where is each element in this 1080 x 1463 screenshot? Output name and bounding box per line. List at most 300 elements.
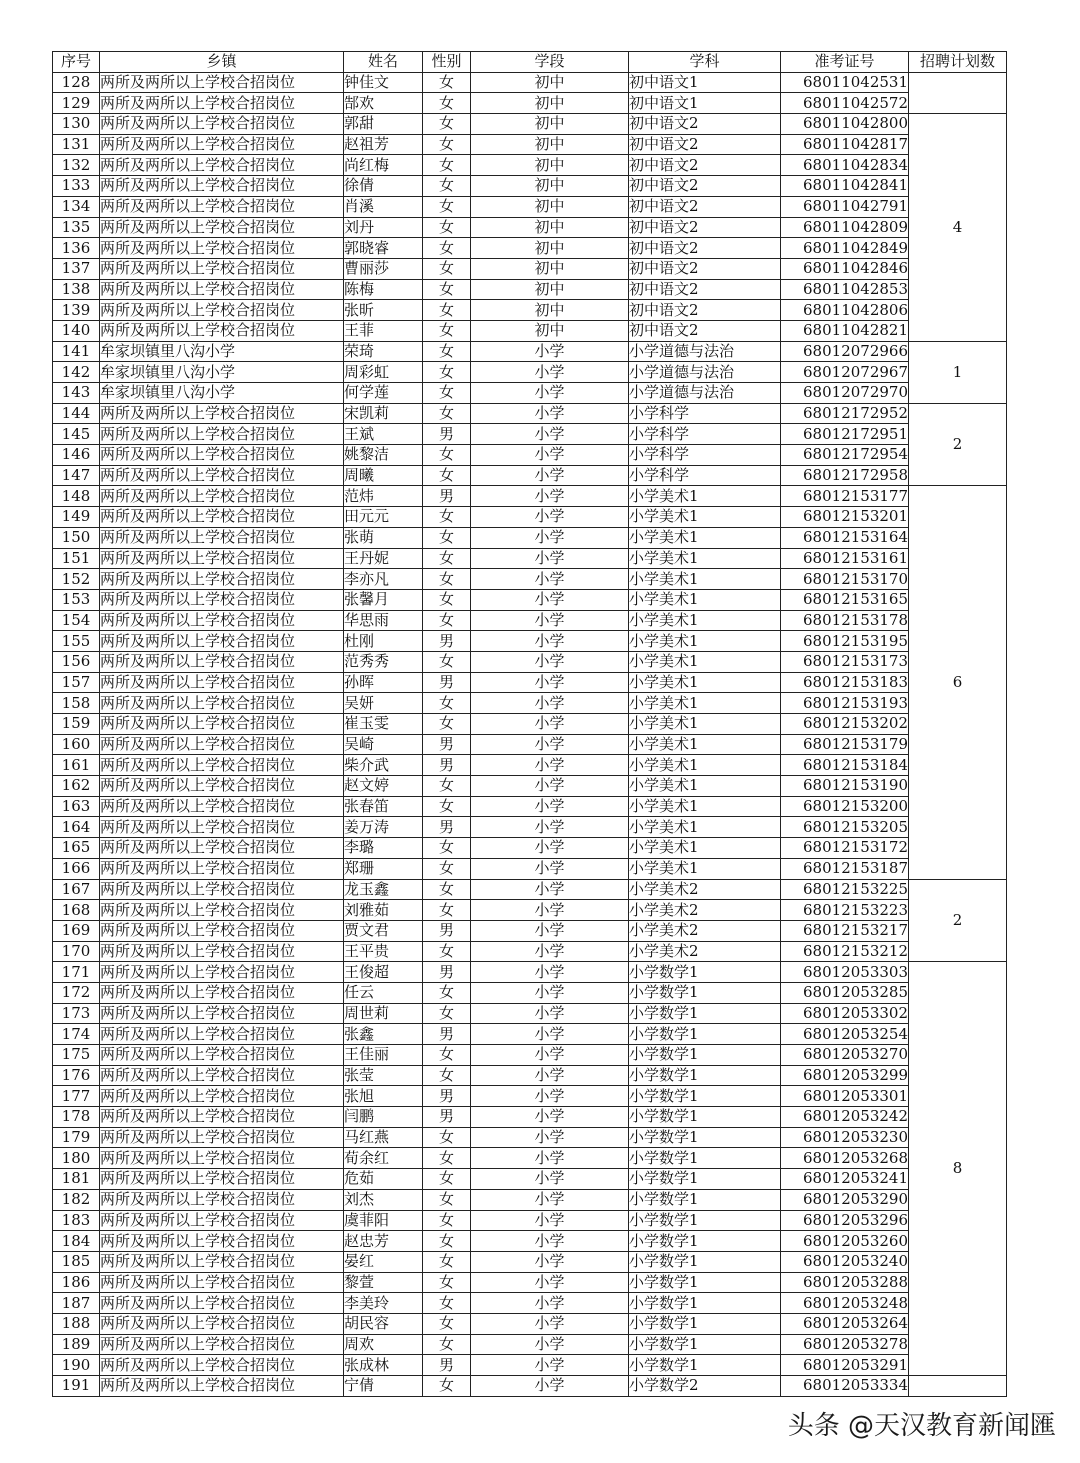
cell-exam-id: 68012153165 [781, 589, 909, 610]
cell-stage: 小学 [471, 755, 629, 776]
cell-exam-id: 68012153205 [781, 817, 909, 838]
cell-stage: 小学 [471, 589, 629, 610]
table-row [53, 1293, 1007, 1314]
cell-stage: 小学 [471, 1334, 629, 1355]
cell-sex: 女 [423, 1272, 471, 1293]
cell-exam-id: 68012053240 [781, 1251, 909, 1272]
cell-town: 两所及两所以上学校合招岗位 [100, 920, 344, 941]
cell-town: 两所及两所以上学校合招岗位 [100, 424, 344, 445]
cell-sex: 女 [423, 1169, 471, 1190]
cell-subject: 小学科学 [629, 465, 781, 486]
table-row [53, 1251, 1007, 1272]
cell-sex: 女 [423, 1127, 471, 1148]
table-row [53, 134, 1007, 155]
cell-name: 张莹 [344, 1065, 423, 1086]
cell-exam-id: 68012153212 [781, 941, 909, 962]
cell-town: 两所及两所以上学校合招岗位 [100, 320, 344, 341]
cell-no: 188 [53, 1313, 100, 1334]
table-row [53, 858, 1007, 879]
cell-no: 141 [53, 341, 100, 362]
cell-sex: 女 [423, 155, 471, 176]
cell-name: 李美玲 [344, 1293, 423, 1314]
cell-no: 140 [53, 320, 100, 341]
cell-stage: 小学 [471, 776, 629, 797]
cell-plan: 2 [909, 403, 1007, 486]
cell-no: 181 [53, 1169, 100, 1190]
table-row [53, 1127, 1007, 1148]
cell-exam-id: 68012153201 [781, 507, 909, 528]
cell-town: 两所及两所以上学校合招岗位 [100, 238, 344, 259]
cell-stage: 小学 [471, 527, 629, 548]
cell-stage: 小学 [471, 920, 629, 941]
cell-sex: 女 [423, 362, 471, 383]
table-row [53, 651, 1007, 672]
cell-name: 孙晖 [344, 672, 423, 693]
cell-subject: 初中语文2 [629, 176, 781, 197]
cell-no: 186 [53, 1272, 100, 1293]
cell-no: 178 [53, 1107, 100, 1128]
cell-subject: 小学科学 [629, 424, 781, 445]
table-row [53, 72, 1007, 93]
table-row [53, 1272, 1007, 1293]
cell-stage: 初中 [471, 300, 629, 321]
header-subject: 学科 [629, 52, 781, 73]
cell-subject: 小学数学1 [629, 962, 781, 983]
cell-sex: 男 [423, 1355, 471, 1376]
candidate-table [52, 51, 1007, 1397]
cell-town: 两所及两所以上学校合招岗位 [100, 258, 344, 279]
cell-exam-id: 68012053301 [781, 1086, 909, 1107]
table-row [53, 1334, 1007, 1355]
cell-no: 168 [53, 900, 100, 921]
cell-sex: 女 [423, 341, 471, 362]
cell-exam-id: 68012153170 [781, 569, 909, 590]
table-row [53, 569, 1007, 590]
cell-subject: 小学美术1 [629, 610, 781, 631]
cell-sex: 女 [423, 279, 471, 300]
cell-name: 张萌 [344, 527, 423, 548]
cell-town: 两所及两所以上学校合招岗位 [100, 962, 344, 983]
cell-subject: 小学美术1 [629, 589, 781, 610]
cell-town: 两所及两所以上学校合招岗位 [100, 879, 344, 900]
cell-subject: 小学数学1 [629, 1024, 781, 1045]
cell-name: 张鑫 [344, 1024, 423, 1045]
cell-stage: 初中 [471, 114, 629, 135]
cell-name: 姚黎洁 [344, 445, 423, 466]
cell-exam-id: 68012053299 [781, 1065, 909, 1086]
table-row [53, 610, 1007, 631]
cell-sex: 女 [423, 1231, 471, 1252]
cell-stage: 小学 [471, 1313, 629, 1334]
cell-town: 两所及两所以上学校合招岗位 [100, 569, 344, 590]
cell-stage: 初中 [471, 176, 629, 197]
table-row [53, 900, 1007, 921]
cell-name: 赵忠芳 [344, 1231, 423, 1252]
cell-no: 180 [53, 1148, 100, 1169]
cell-exam-id: 68012153178 [781, 610, 909, 631]
cell-sex: 男 [423, 962, 471, 983]
cell-exam-id: 68012172954 [781, 445, 909, 466]
cell-exam-id: 68011042817 [781, 134, 909, 155]
cell-name: 王丹妮 [344, 548, 423, 569]
cell-no: 176 [53, 1065, 100, 1086]
table-row [53, 1107, 1007, 1128]
cell-no: 162 [53, 776, 100, 797]
cell-subject: 初中语文2 [629, 134, 781, 155]
cell-stage: 小学 [471, 486, 629, 507]
cell-sex: 女 [423, 72, 471, 93]
cell-town: 两所及两所以上学校合招岗位 [100, 1024, 344, 1045]
cell-town: 两所及两所以上学校合招岗位 [100, 1169, 344, 1190]
cell-subject: 小学道德与法治 [629, 362, 781, 383]
cell-subject: 小学数学1 [629, 1127, 781, 1148]
cell-name: 曹丽莎 [344, 258, 423, 279]
table-row [53, 486, 1007, 507]
cell-subject: 初中语文2 [629, 114, 781, 135]
cell-sex: 女 [423, 445, 471, 466]
cell-sex: 女 [423, 1293, 471, 1314]
table-row [53, 1045, 1007, 1066]
header-exam-id: 准考证号 [781, 52, 909, 73]
cell-no: 179 [53, 1127, 100, 1148]
cell-plan: 2 [909, 879, 1007, 962]
cell-town: 两所及两所以上学校合招岗位 [100, 217, 344, 238]
cell-name: 刘丹 [344, 217, 423, 238]
table-row [53, 817, 1007, 838]
cell-exam-id: 68012153183 [781, 672, 909, 693]
cell-stage: 小学 [471, 941, 629, 962]
cell-no: 159 [53, 714, 100, 735]
cell-no: 139 [53, 300, 100, 321]
cell-no: 166 [53, 858, 100, 879]
cell-stage: 小学 [471, 651, 629, 672]
cell-town: 两所及两所以上学校合招岗位 [100, 941, 344, 962]
cell-exam-id: 68012153217 [781, 920, 909, 941]
cell-exam-id: 68011042809 [781, 217, 909, 238]
cell-exam-id: 68012053302 [781, 1003, 909, 1024]
cell-no: 132 [53, 155, 100, 176]
cell-stage: 小学 [471, 465, 629, 486]
table-row [53, 176, 1007, 197]
header-sex: 性别 [423, 52, 471, 73]
cell-no: 129 [53, 93, 100, 114]
cell-no: 172 [53, 982, 100, 1003]
cell-name: 李亦凡 [344, 569, 423, 590]
cell-subject: 小学美术1 [629, 527, 781, 548]
cell-town: 两所及两所以上学校合招岗位 [100, 1045, 344, 1066]
cell-sex: 女 [423, 1334, 471, 1355]
cell-exam-id: 68011042806 [781, 300, 909, 321]
cell-exam-id: 68012153193 [781, 693, 909, 714]
cell-exam-id: 68012072966 [781, 341, 909, 362]
cell-sex: 女 [423, 1376, 471, 1397]
cell-town: 两所及两所以上学校合招岗位 [100, 507, 344, 528]
table-row [53, 1148, 1007, 1169]
cell-stage: 小学 [471, 1355, 629, 1376]
cell-stage: 小学 [471, 1045, 629, 1066]
cell-name: 黎萱 [344, 1272, 423, 1293]
cell-town: 两所及两所以上学校合招岗位 [100, 279, 344, 300]
cell-stage: 初中 [471, 93, 629, 114]
cell-name: 杜刚 [344, 631, 423, 652]
cell-sex: 女 [423, 1210, 471, 1231]
cell-subject: 初中语文2 [629, 196, 781, 217]
cell-town: 两所及两所以上学校合招岗位 [100, 527, 344, 548]
cell-exam-id: 68012153200 [781, 796, 909, 817]
cell-stage: 小学 [471, 1376, 629, 1397]
cell-exam-id: 68012053248 [781, 1293, 909, 1314]
cell-exam-id: 68012172951 [781, 424, 909, 445]
cell-exam-id: 68012053230 [781, 1127, 909, 1148]
cell-stage: 小学 [471, 1107, 629, 1128]
cell-stage: 小学 [471, 1127, 629, 1148]
cell-stage: 小学 [471, 1189, 629, 1210]
table-row [53, 155, 1007, 176]
cell-no: 131 [53, 134, 100, 155]
cell-stage: 小学 [471, 1003, 629, 1024]
table-row [53, 796, 1007, 817]
cell-name: 徐倩 [344, 176, 423, 197]
cell-stage: 小学 [471, 383, 629, 404]
table-row [53, 1065, 1007, 1086]
cell-exam-id: 68012153177 [781, 486, 909, 507]
cell-sex: 女 [423, 1003, 471, 1024]
table-row [53, 1189, 1007, 1210]
cell-name: 张馨月 [344, 589, 423, 610]
cell-stage: 小学 [471, 424, 629, 445]
cell-exam-id: 68012053270 [781, 1045, 909, 1066]
table-row [53, 879, 1007, 900]
cell-town: 两所及两所以上学校合招岗位 [100, 672, 344, 693]
cell-town: 两所及两所以上学校合招岗位 [100, 1355, 344, 1376]
header-stage: 学段 [471, 52, 629, 73]
cell-name: 范秀秀 [344, 651, 423, 672]
cell-town: 两所及两所以上学校合招岗位 [100, 982, 344, 1003]
cell-name: 李璐 [344, 838, 423, 859]
cell-town: 两所及两所以上学校合招岗位 [100, 651, 344, 672]
cell-exam-id: 68011042572 [781, 93, 909, 114]
cell-stage: 小学 [471, 403, 629, 424]
cell-name: 闫鹏 [344, 1107, 423, 1128]
cell-subject: 小学美术1 [629, 672, 781, 693]
table-row [53, 114, 1007, 135]
cell-plan: 1 [909, 341, 1007, 403]
cell-exam-id: 68011042791 [781, 196, 909, 217]
cell-town: 两所及两所以上学校合招岗位 [100, 134, 344, 155]
cell-name: 吴崎 [344, 734, 423, 755]
cell-sex: 女 [423, 858, 471, 879]
cell-town: 两所及两所以上学校合招岗位 [100, 900, 344, 921]
cell-no: 161 [53, 755, 100, 776]
cell-stage: 小学 [471, 1231, 629, 1252]
cell-exam-id: 68012153161 [781, 548, 909, 569]
cell-subject: 小学数学1 [629, 1355, 781, 1376]
cell-stage: 小学 [471, 445, 629, 466]
cell-stage: 小学 [471, 734, 629, 755]
table-row [53, 196, 1007, 217]
cell-exam-id: 68012153223 [781, 900, 909, 921]
cell-subject: 小学科学 [629, 403, 781, 424]
cell-exam-id: 68011042849 [781, 238, 909, 259]
cell-town: 两所及两所以上学校合招岗位 [100, 155, 344, 176]
table-row [53, 424, 1007, 445]
cell-town: 两所及两所以上学校合招岗位 [100, 93, 344, 114]
cell-no: 185 [53, 1251, 100, 1272]
cell-name: 陈梅 [344, 279, 423, 300]
cell-subject: 小学美术1 [629, 755, 781, 776]
cell-no: 152 [53, 569, 100, 590]
table-row [53, 1086, 1007, 1107]
cell-sex: 女 [423, 258, 471, 279]
cell-exam-id: 68012053278 [781, 1334, 909, 1355]
cell-name: 虞菲阳 [344, 1210, 423, 1231]
cell-sex: 女 [423, 1313, 471, 1334]
table-row [53, 941, 1007, 962]
cell-town: 两所及两所以上学校合招岗位 [100, 589, 344, 610]
cell-stage: 小学 [471, 858, 629, 879]
cell-stage: 小学 [471, 1169, 629, 1190]
cell-subject: 初中语文2 [629, 238, 781, 259]
cell-name: 郭甜 [344, 114, 423, 135]
table-row [53, 734, 1007, 755]
table-row [53, 507, 1007, 528]
cell-town: 两所及两所以上学校合招岗位 [100, 176, 344, 197]
cell-exam-id: 68012153179 [781, 734, 909, 755]
cell-town: 两所及两所以上学校合招岗位 [100, 1293, 344, 1314]
cell-subject: 小学数学1 [629, 1003, 781, 1024]
cell-subject: 小学科学 [629, 445, 781, 466]
cell-name: 周曦 [344, 465, 423, 486]
table-row [53, 238, 1007, 259]
cell-name: 王菲 [344, 320, 423, 341]
cell-name: 王俊超 [344, 962, 423, 983]
cell-exam-id: 68012153202 [781, 714, 909, 735]
cell-name: 华思雨 [344, 610, 423, 631]
cell-town: 两所及两所以上学校合招岗位 [100, 817, 344, 838]
cell-stage: 小学 [471, 610, 629, 631]
cell-sex: 女 [423, 507, 471, 528]
cell-no: 163 [53, 796, 100, 817]
cell-sex: 女 [423, 982, 471, 1003]
cell-sex: 女 [423, 569, 471, 590]
cell-no: 136 [53, 238, 100, 259]
cell-name: 宁倩 [344, 1376, 423, 1397]
cell-name: 晏红 [344, 1251, 423, 1272]
cell-stage: 初中 [471, 196, 629, 217]
cell-town: 两所及两所以上学校合招岗位 [100, 1148, 344, 1169]
cell-sex: 女 [423, 1045, 471, 1066]
cell-exam-id: 68012053285 [781, 982, 909, 1003]
cell-town: 两所及两所以上学校合招岗位 [100, 1272, 344, 1293]
cell-no: 160 [53, 734, 100, 755]
cell-no: 164 [53, 817, 100, 838]
cell-sex: 男 [423, 1086, 471, 1107]
cell-name: 贾文君 [344, 920, 423, 941]
cell-town: 两所及两所以上学校合招岗位 [100, 486, 344, 507]
cell-no: 173 [53, 1003, 100, 1024]
cell-exam-id: 68012153173 [781, 651, 909, 672]
cell-exam-id: 68012172958 [781, 465, 909, 486]
cell-sex: 男 [423, 424, 471, 445]
cell-no: 130 [53, 114, 100, 135]
cell-subject: 小学美术1 [629, 569, 781, 590]
cell-stage: 小学 [471, 817, 629, 838]
cell-exam-id: 68011042853 [781, 279, 909, 300]
cell-sex: 男 [423, 631, 471, 652]
cell-plan: 4 [909, 114, 1007, 342]
cell-stage: 小学 [471, 507, 629, 528]
cell-exam-id: 68011042846 [781, 258, 909, 279]
cell-exam-id: 68012172952 [781, 403, 909, 424]
cell-stage: 初中 [471, 72, 629, 93]
cell-town: 两所及两所以上学校合招岗位 [100, 610, 344, 631]
cell-name: 何学莲 [344, 383, 423, 404]
cell-name: 胡民容 [344, 1313, 423, 1334]
cell-subject: 小学美术1 [629, 776, 781, 797]
cell-town: 两所及两所以上学校合招岗位 [100, 1251, 344, 1272]
cell-sex: 女 [423, 238, 471, 259]
cell-stage: 小学 [471, 631, 629, 652]
cell-exam-id: 68012053334 [781, 1376, 909, 1397]
table-row [53, 982, 1007, 1003]
cell-town: 两所及两所以上学校合招岗位 [100, 693, 344, 714]
cell-exam-id: 68012153190 [781, 776, 909, 797]
cell-subject: 小学美术1 [629, 548, 781, 569]
cell-town: 两所及两所以上学校合招岗位 [100, 1210, 344, 1231]
cell-plan [909, 1376, 1007, 1397]
table-row [53, 1210, 1007, 1231]
cell-no: 169 [53, 920, 100, 941]
cell-subject: 小学美术1 [629, 486, 781, 507]
cell-subject: 小学美术1 [629, 796, 781, 817]
cell-name: 王斌 [344, 424, 423, 445]
cell-no: 191 [53, 1376, 100, 1397]
cell-subject: 小学美术2 [629, 941, 781, 962]
cell-no: 190 [53, 1355, 100, 1376]
table-row [53, 693, 1007, 714]
cell-no: 137 [53, 258, 100, 279]
watermark-text: 头条 @天汉教育新闻匯 [787, 1411, 1056, 1441]
cell-stage: 初中 [471, 320, 629, 341]
cell-name: 张旭 [344, 1086, 423, 1107]
cell-exam-id: 68011042841 [781, 176, 909, 197]
cell-no: 151 [53, 548, 100, 569]
header-plan: 招聘计划数 [909, 52, 1007, 73]
cell-town: 两所及两所以上学校合招岗位 [100, 755, 344, 776]
cell-no: 187 [53, 1293, 100, 1314]
cell-sex: 男 [423, 817, 471, 838]
cell-exam-id: 68012053303 [781, 962, 909, 983]
cell-sex: 男 [423, 672, 471, 693]
cell-no: 143 [53, 383, 100, 404]
cell-exam-id: 68012053241 [781, 1169, 909, 1190]
cell-name: 张成林 [344, 1355, 423, 1376]
cell-no: 138 [53, 279, 100, 300]
cell-plan: 6 [909, 486, 1007, 879]
cell-sex: 女 [423, 196, 471, 217]
cell-no: 145 [53, 424, 100, 445]
cell-town: 两所及两所以上学校合招岗位 [100, 300, 344, 321]
cell-name: 尚红梅 [344, 155, 423, 176]
cell-subject: 小学美术1 [629, 734, 781, 755]
cell-sex: 女 [423, 93, 471, 114]
cell-subject: 小学数学1 [629, 1086, 781, 1107]
cell-no: 156 [53, 651, 100, 672]
cell-no: 154 [53, 610, 100, 631]
cell-name: 刘杰 [344, 1189, 423, 1210]
cell-town: 两所及两所以上学校合招岗位 [100, 1189, 344, 1210]
header-name: 姓名 [344, 52, 423, 73]
